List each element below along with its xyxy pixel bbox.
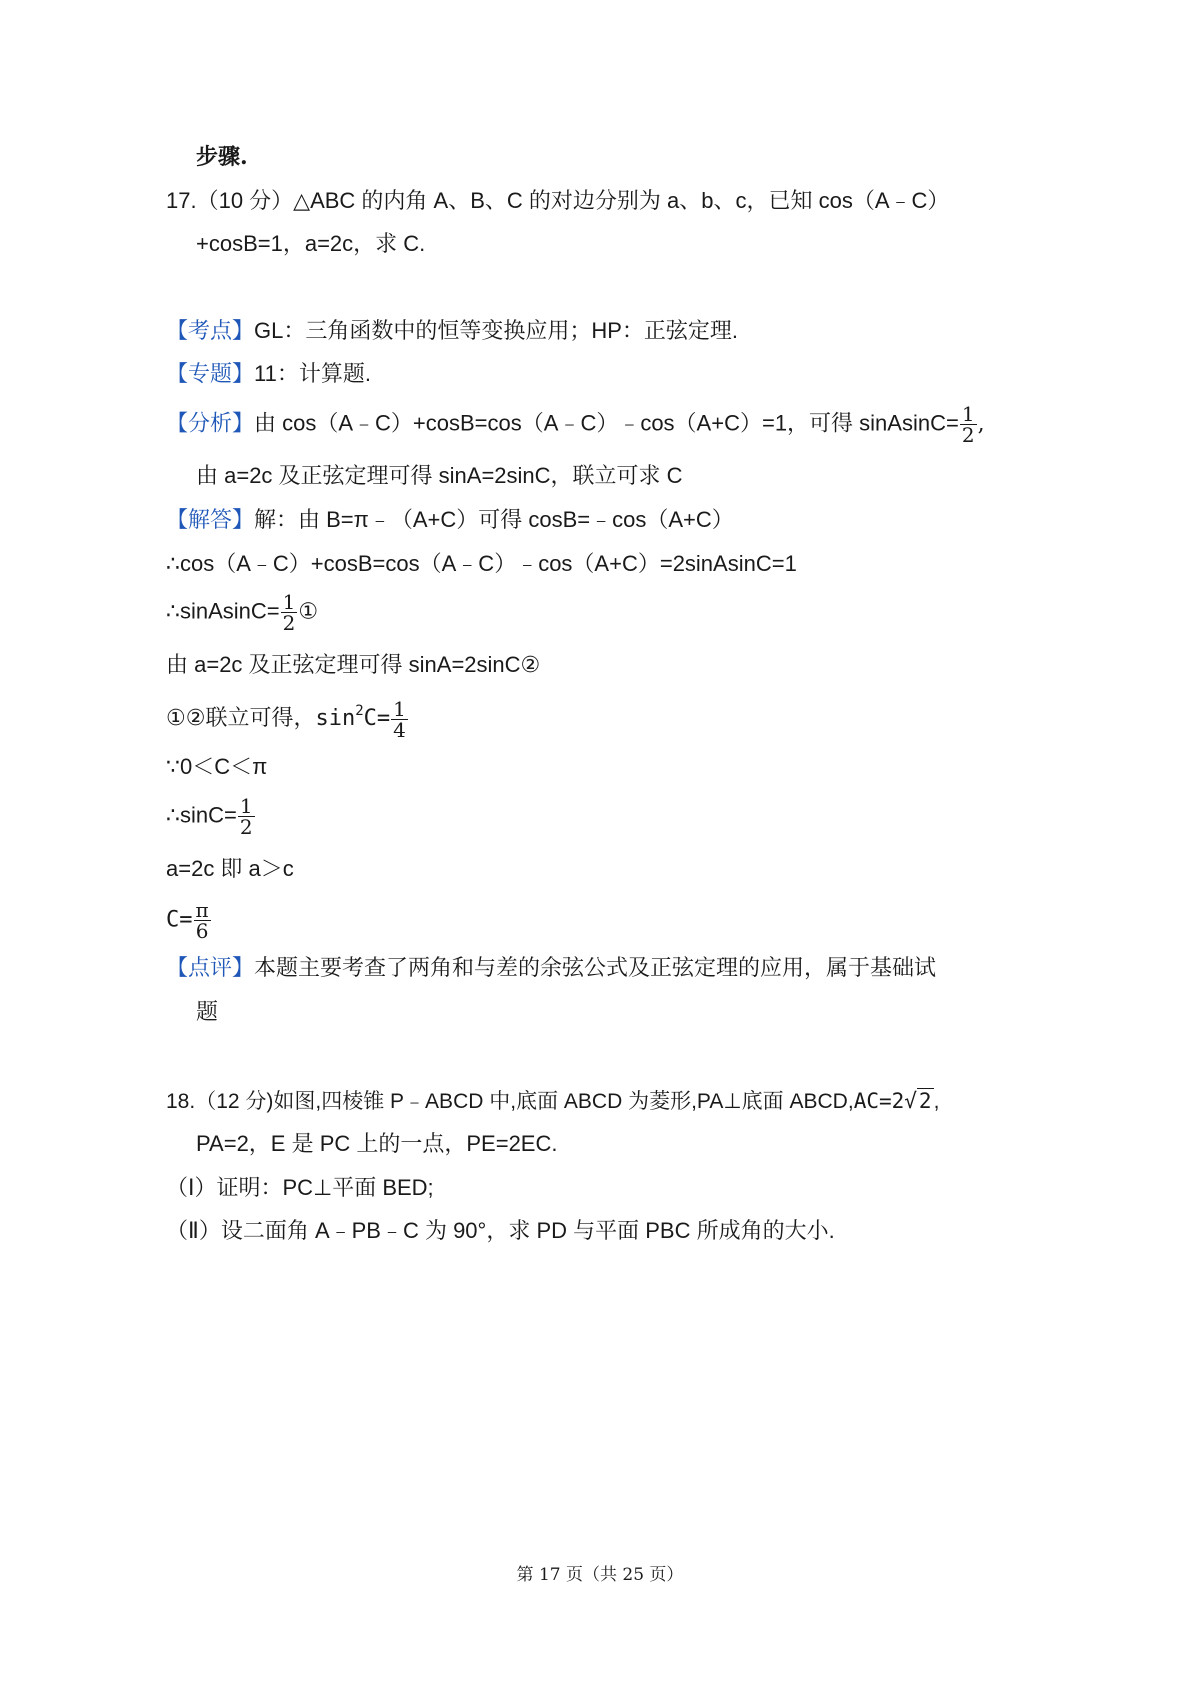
fenxi-text: 由 cos（A﹣C）+cosB=cos（A﹣C）﹣cos（A+C）=1，可得 sinAsinC= [254,410,959,436]
dianping-line2: 题 [196,1000,219,1025]
zhuanti-row [166,359,371,390]
fraction-one-half: $\frac{1}{2}$ [961,402,975,447]
page-footer: 第 17 页（共 25 页） [516,1565,684,1585]
question-18-part2: （Ⅱ）设二面角 A﹣PB﹣C 为 90°，求 PD 与平面 PBC 所成角的大小. [166,1218,835,1243]
fraction-one-quarter: $\frac{1}{4}$ [393,696,406,742]
fraction-pi-over-six: $\frac{\pi}{6}$ [195,898,209,943]
sqrt-two: √2 [904,1089,932,1113]
fraction-one-half: $\frac{1}{2}$ [239,794,253,839]
question-17-line1: 17.（10 分）△ABC 的内角 A、B、C 的对边分别为 a、b、c，已知 cos（A﹣C） [166,188,950,213]
fraction-one-half: $\frac{1}{2}$ [282,590,296,635]
jieda-text: 解：由 B=π﹣（A+C）可得 cosB=﹣cos（A+C） [254,507,734,532]
solution-line-2: ∴cos（A﹣C）+cosB=cos（A﹣C）﹣cos（A+C）=2sinAsinC=1 [166,551,797,576]
solution-line-4: 由 a=2c 及正弦定理可得 sinA=2sinC② [166,652,541,677]
continuation-text: 步骤. [196,144,248,170]
question-18-line1: 18.（12 分)如图,四棱锥 P﹣ABCD 中,底面 ABCD 为菱形,PA⊥底面 ABCD,AC=2√2, [166,1086,939,1117]
dianping-tag: 【点评】 [166,956,255,981]
solution-line-9: C= $\frac{\pi}{6}$ [166,898,209,943]
ac-expression: AC=2√2 [854,1089,934,1113]
kaodian-row [166,316,738,347]
question-17-line2: +cosB=1，a=2c，求 C. [196,231,426,256]
kaodian-tag: 【考点】 [166,319,255,344]
sin-squared: $\sin^2C=$ [315,703,391,731]
zhuanti-text: 11：计算题. [254,361,371,386]
dianping-row [166,954,936,984]
solution-line-3: ∴sinAsinC= $\frac{1}{2}$ ① [166,590,319,635]
solution-line-7: ∴sinC= $\frac{1}{2}$ [166,794,253,839]
solution-line-6: ∵0＜C＜π [166,754,268,779]
fenxi-line2: 由 a=2c 及正弦定理可得 sinA=2sinC，联立可求 C [196,463,683,488]
question-18-line2: PA=2，E 是 PC 上的一点，PE=2EC. [196,1131,558,1156]
solution-line-5: ①②联立可得，$\sin^2C=$ $\frac{1}{4}$ [166,696,406,742]
jieda-row [166,505,734,536]
dianping-text: 本题主要考查了两角和与差的余弦公式及正弦定理的应用，属于基础试 [254,956,937,981]
fenxi-tag: 【分析】 [166,411,255,437]
solution-line-8: a=2c 即 a＞c [166,856,294,881]
jieda-tag: 【解答】 [166,508,255,533]
fenxi-row: 【分析】由 cos（A﹣C）+cosB=cos（A﹣C）﹣cos（A+C）=1，可得 sinAsinC= $\frac{1}{2}$ , [166,402,985,447]
kaodian-text: GL：三角函数中的恒等变换应用；HP：正弦定理. [254,318,739,343]
question-18-part1: （Ⅰ）证明：PC⊥平面 BED; [166,1175,434,1200]
zhuanti-tag: 【专题】 [166,362,255,387]
